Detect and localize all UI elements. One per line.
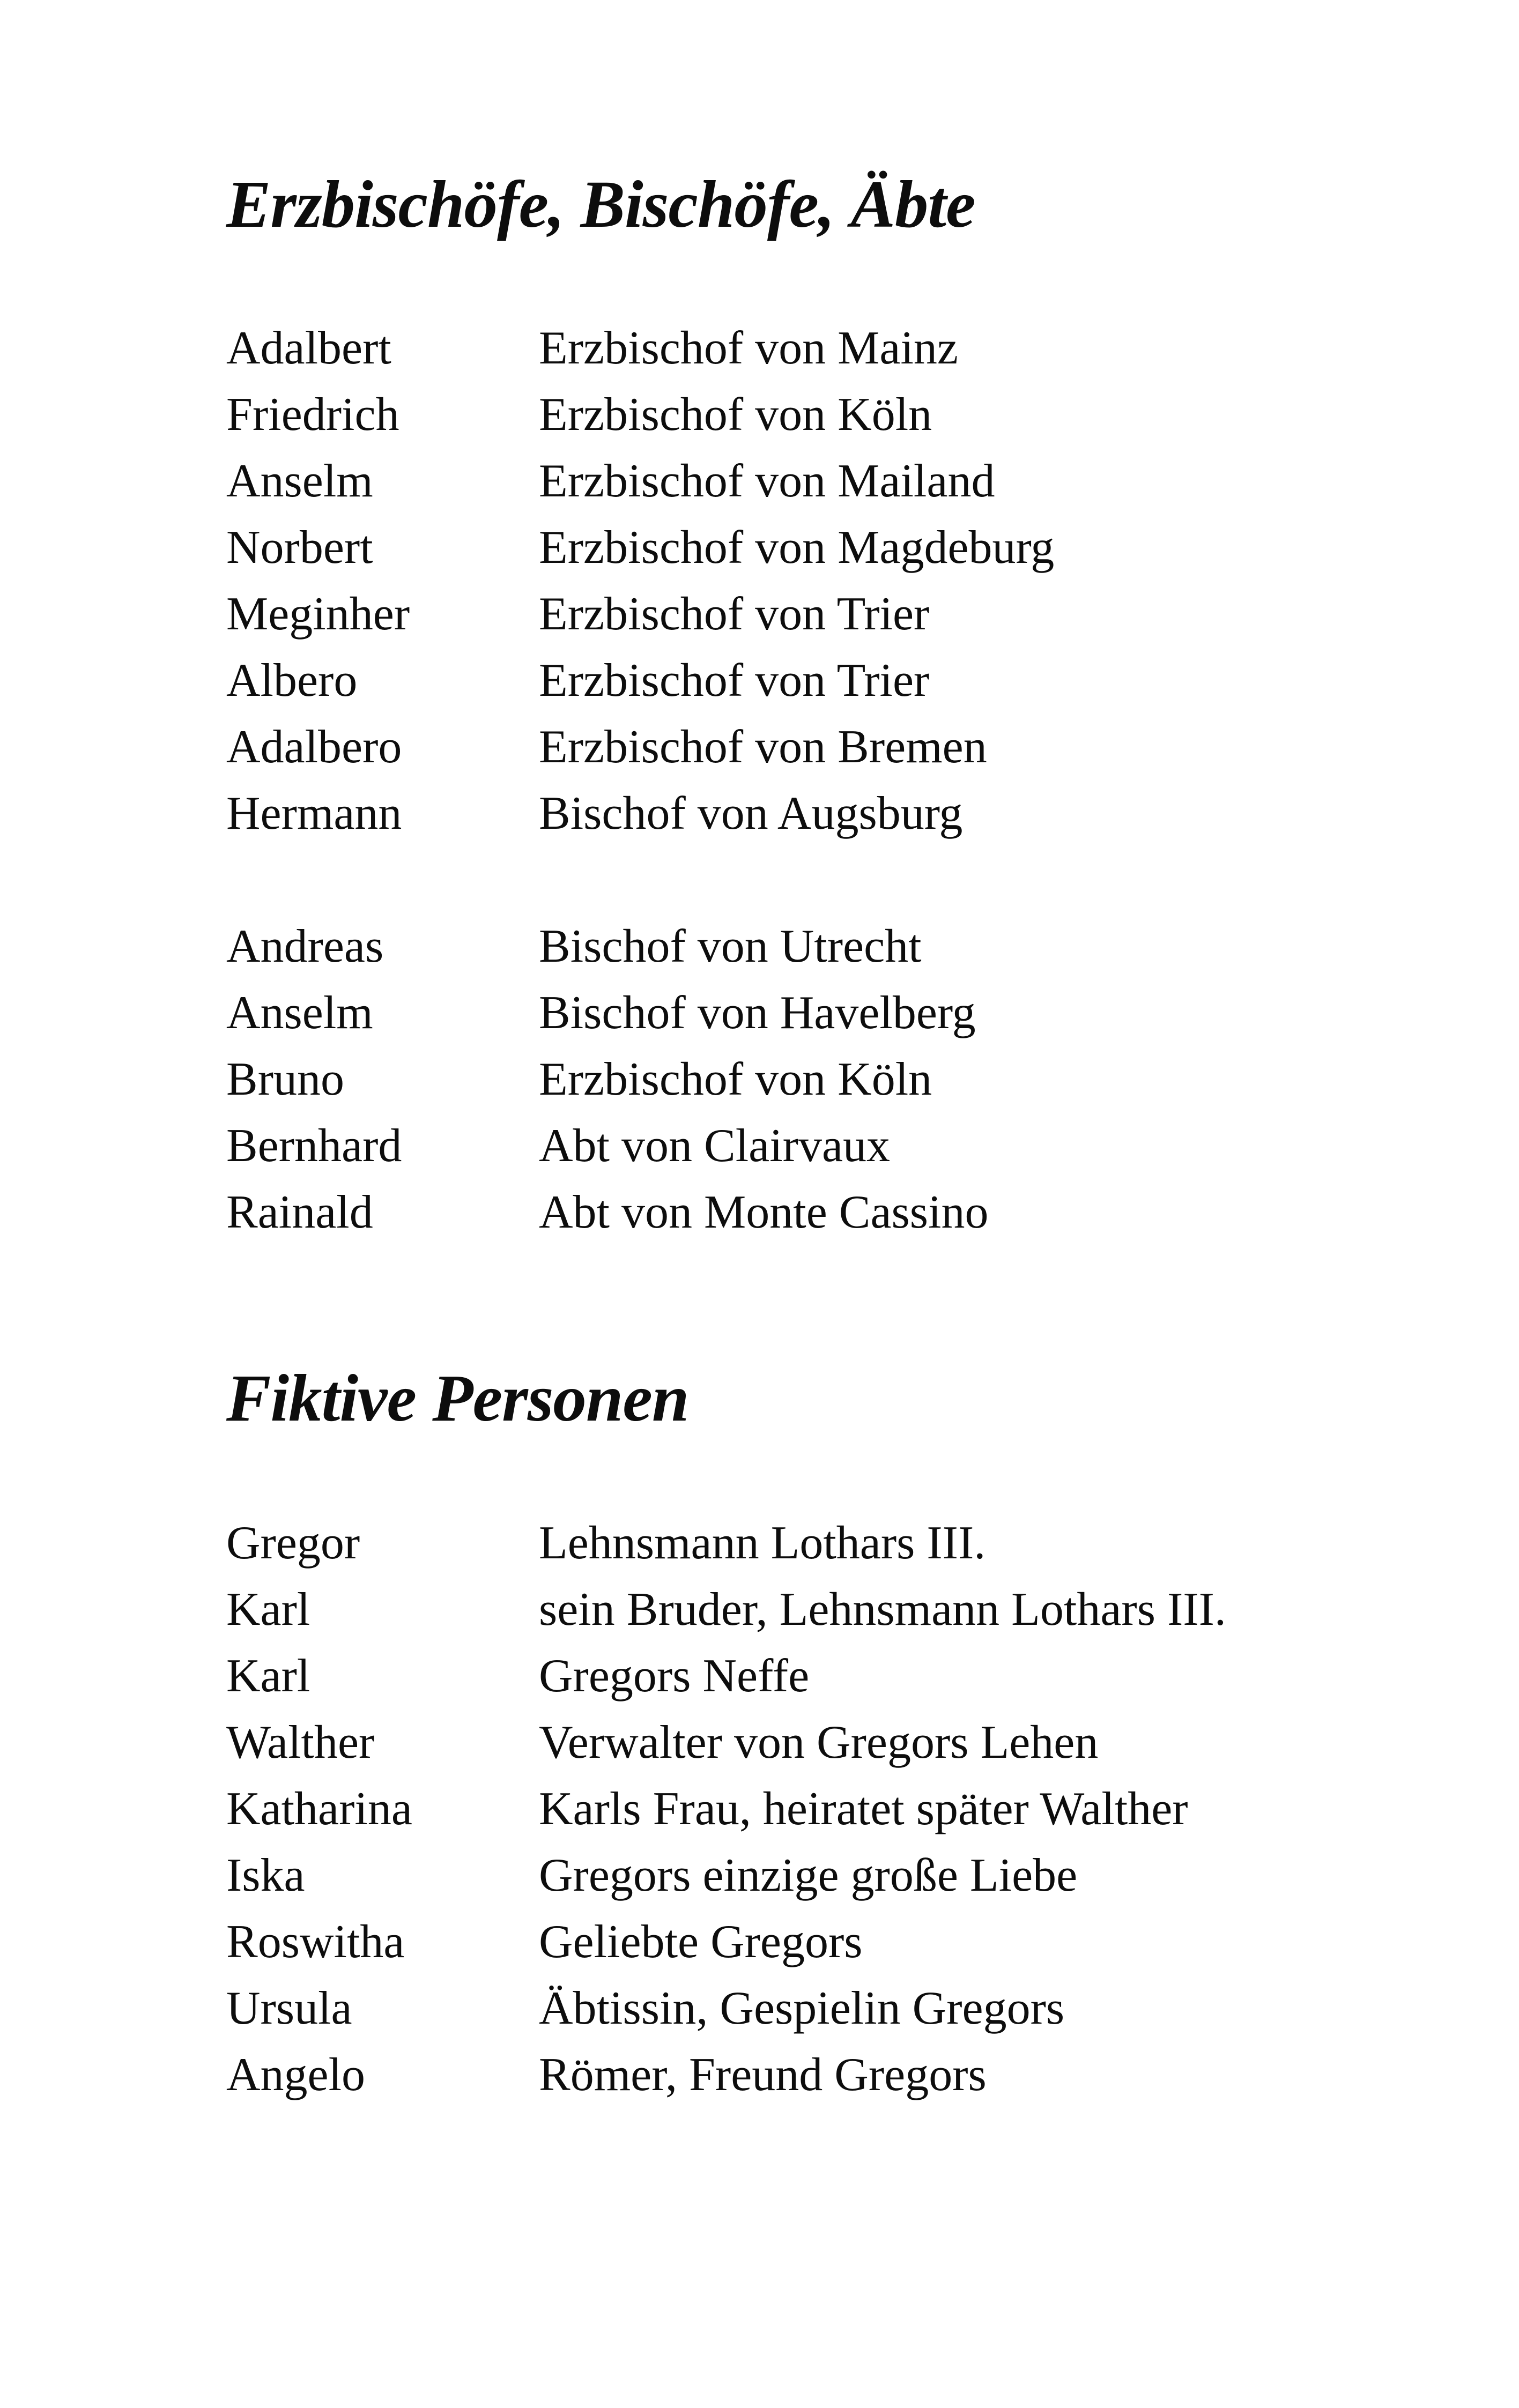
person-role: sein Bruder, Lehnsmann Lothars III. — [539, 1584, 1226, 1636]
person-role: Bischof von Augsburg — [539, 787, 963, 839]
person-name: Karl — [226, 1650, 310, 1702]
person-name: Bernhard — [226, 1120, 402, 1172]
section-heading-fictional: Fiktive Personen — [226, 1362, 689, 1436]
person-name: Hermann — [226, 787, 402, 839]
person-name: Ursula — [226, 1982, 352, 2034]
list-item — [226, 1650, 1459, 1719]
person-role: Römer, Freund Gregors — [539, 2049, 987, 2101]
list-item — [226, 721, 1459, 790]
person-role: Erzbischof von Köln — [539, 389, 932, 441]
person-name: Anselm — [226, 987, 373, 1039]
list-item — [226, 987, 1459, 1056]
list-item — [226, 524, 1459, 591]
list-item — [226, 1916, 1459, 1985]
person-role: Lehnsmann Lothars III. — [539, 1517, 986, 1569]
person-name: Karl — [226, 1584, 310, 1636]
person-role: Erzbischof von Mailand — [539, 455, 995, 507]
person-name: Iska — [226, 1849, 305, 1901]
person-role: Erzbischof von Mainz — [539, 322, 958, 374]
list-item — [226, 787, 1459, 857]
list-item — [226, 920, 1459, 990]
person-name: Walther — [226, 1716, 375, 1768]
list-item — [226, 1716, 1459, 1786]
list-item — [226, 1586, 1459, 1653]
person-name: Gregor — [226, 1517, 360, 1569]
person-name: Katharina — [226, 1783, 412, 1835]
person-name: Roswitha — [226, 1916, 405, 1968]
list-item — [226, 2049, 1459, 2118]
person-role: Erzbischof von Magdeburg — [539, 522, 1055, 574]
person-role: Erzbischof von Trier — [539, 588, 930, 640]
person-name: Adalbero — [226, 721, 402, 773]
person-name: Rainald — [226, 1186, 373, 1238]
person-role: Äbtissin, Gespielin Gregors — [539, 1982, 1065, 2034]
person-role: Bischof von Havelberg — [539, 987, 976, 1039]
list-item — [226, 1120, 1459, 1189]
person-role: Erzbischof von Bremen — [539, 721, 987, 773]
person-name: Albero — [226, 655, 358, 707]
section-heading-clergy: Erzbischöfe, Bischöfe, Äbte — [226, 168, 975, 242]
list-item — [226, 1517, 1459, 1586]
list-item — [226, 1783, 1459, 1852]
person-role: Erzbischof von Köln — [539, 1053, 932, 1105]
person-role: Abt von Monte Cassino — [539, 1186, 989, 1238]
person-role: Geliebte Gregors — [539, 1916, 863, 1968]
person-name: Andreas — [226, 920, 384, 972]
list-item — [226, 588, 1459, 657]
list-item — [226, 1186, 1459, 1255]
person-role: Abt von Clairvaux — [539, 1120, 891, 1172]
list-item — [226, 1849, 1459, 1919]
person-role: Karls Frau, heiratet später Walther — [539, 1783, 1188, 1835]
person-role: Erzbischof von Trier — [539, 655, 930, 707]
person-name: Meginher — [226, 588, 410, 640]
list-item — [226, 322, 1459, 391]
person-name: Anselm — [226, 455, 373, 507]
list-item — [226, 391, 1459, 458]
list-item — [226, 1982, 1459, 2052]
person-role: Gregors Neffe — [539, 1650, 810, 1702]
list-item — [226, 455, 1459, 524]
list-item — [226, 657, 1459, 724]
person-role: Verwalter von Gregors Lehen — [539, 1716, 1099, 1768]
person-role: Bischof von Utrecht — [539, 920, 922, 972]
list-item — [226, 1053, 1459, 1123]
person-role: Gregors einzige große Liebe — [539, 1849, 1078, 1901]
person-name: Bruno — [226, 1053, 344, 1105]
person-name: Norbert — [226, 522, 373, 574]
person-name: Angelo — [226, 2049, 366, 2101]
person-name: Adalbert — [226, 322, 391, 374]
person-name: Friedrich — [226, 389, 399, 441]
